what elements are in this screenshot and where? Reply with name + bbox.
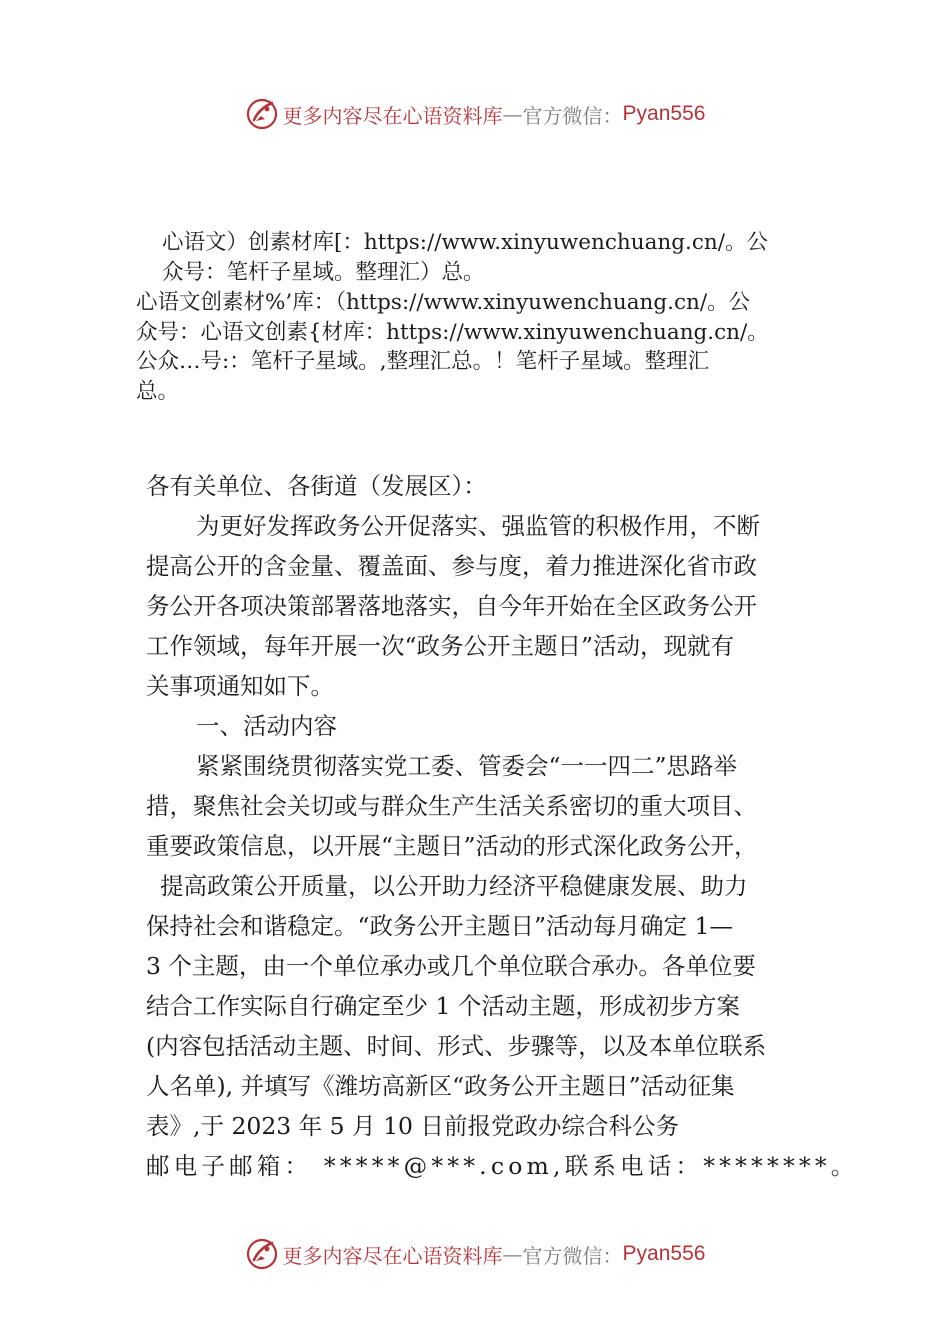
paragraph-line: 提高公开的含金量、覆盖面、参与度，着力推进深化省市政 (146, 552, 757, 580)
paragraph-line: 结合工作实际自行确定至少 1 个活动主题，形成初步方案 (146, 992, 740, 1020)
watermark-line: 总。 (136, 378, 180, 404)
banner-dash: — (502, 102, 523, 126)
banner-wechat-label: 官方微信： (522, 103, 623, 128)
footer-dash: — (502, 1242, 523, 1266)
paragraph-line: 3 个主题，由一个单位承办或几个单位联合承办。各单位要 (146, 952, 756, 980)
paragraph-line: 工作领域，每年开展一次“政务公开主题日”活动，现就有 (146, 632, 735, 660)
paragraph-line: 关事项通知如下。 (146, 672, 334, 700)
footer-wechat-id: Pyan556 (622, 1242, 706, 1265)
watermark-line: 众号：心语文创素{材库：https://www.xinyuwenchuang.cn/。 (136, 319, 769, 345)
paragraph-line: 重要政策信息，以开展“主题日”活动的形式深化政务公开， (146, 832, 758, 860)
paragraph-line: 为更好发挥政务公开促落实、强监管的积极作用，不断 (196, 512, 760, 540)
watermark-block-1 (162, 228, 768, 287)
paragraph-line: 邮电子邮箱： *****@***.com,联系电话：********。 (146, 1152, 859, 1180)
paragraph-line: 措，聚焦社会关切或与群众生产生活关系密切的重大项目、 (146, 792, 757, 820)
header-banner (0, 94, 950, 134)
watermark-line: 心语文）创素材库[：https://www.xinyuwenchuang.cn/。公 (162, 230, 768, 255)
paragraph-line: 提高政策公开质量，以公开助力经济平稳健康发展、助力 (160, 872, 748, 900)
watermark-line: 心语文创素材%’库：（https://www.xinyuwenchuang.cn/。公 (136, 290, 751, 315)
watermark-block-2 (136, 288, 769, 406)
salutation: 各有关单位、各街道（发展区）： (146, 472, 487, 500)
footer-slogan: 更多内容尽在心语资料库 (282, 1243, 503, 1268)
paragraph-line: (内容包括活动主题、时间、形式、步骤等，以及本单位联系 (146, 1032, 767, 1060)
footer-wechat-label: 官方微信： (522, 1243, 623, 1268)
paragraph-line: 紧紧围绕贯彻落实党工委、管委会“一一四二”思路举 (196, 752, 738, 780)
paragraph-line: 人名单), 并填写《潍坊高新区“政务公开主题日”活动征集 (146, 1072, 735, 1100)
banner-slogan: 更多内容尽在心语资料库 (282, 103, 503, 128)
watermark-line: 众号：笔杆子星域。整理汇）总。 (162, 259, 485, 285)
document-body (146, 466, 859, 1186)
brush-logo-icon (245, 1237, 279, 1271)
brush-logo-icon (245, 97, 279, 131)
banner-wechat-id: Pyan556 (622, 102, 706, 125)
watermark-line: 公众…号:：笔杆子星域。,整理汇总。！笔杆子星域。整理汇 (136, 349, 710, 374)
section-heading: 一、活动内容 (196, 712, 337, 740)
paragraph-line: 表》,于 2023 年 5 月 10 日前报党政办综合科公务 (146, 1112, 679, 1140)
paragraph-line: 保持社会和谐稳定。“政务公开主题日”活动每月确定 1— (146, 912, 733, 940)
paragraph-line: 务公开各项决策部署落地落实，自今年开始在全区政务公开 (146, 592, 757, 620)
footer-banner (0, 1234, 950, 1274)
